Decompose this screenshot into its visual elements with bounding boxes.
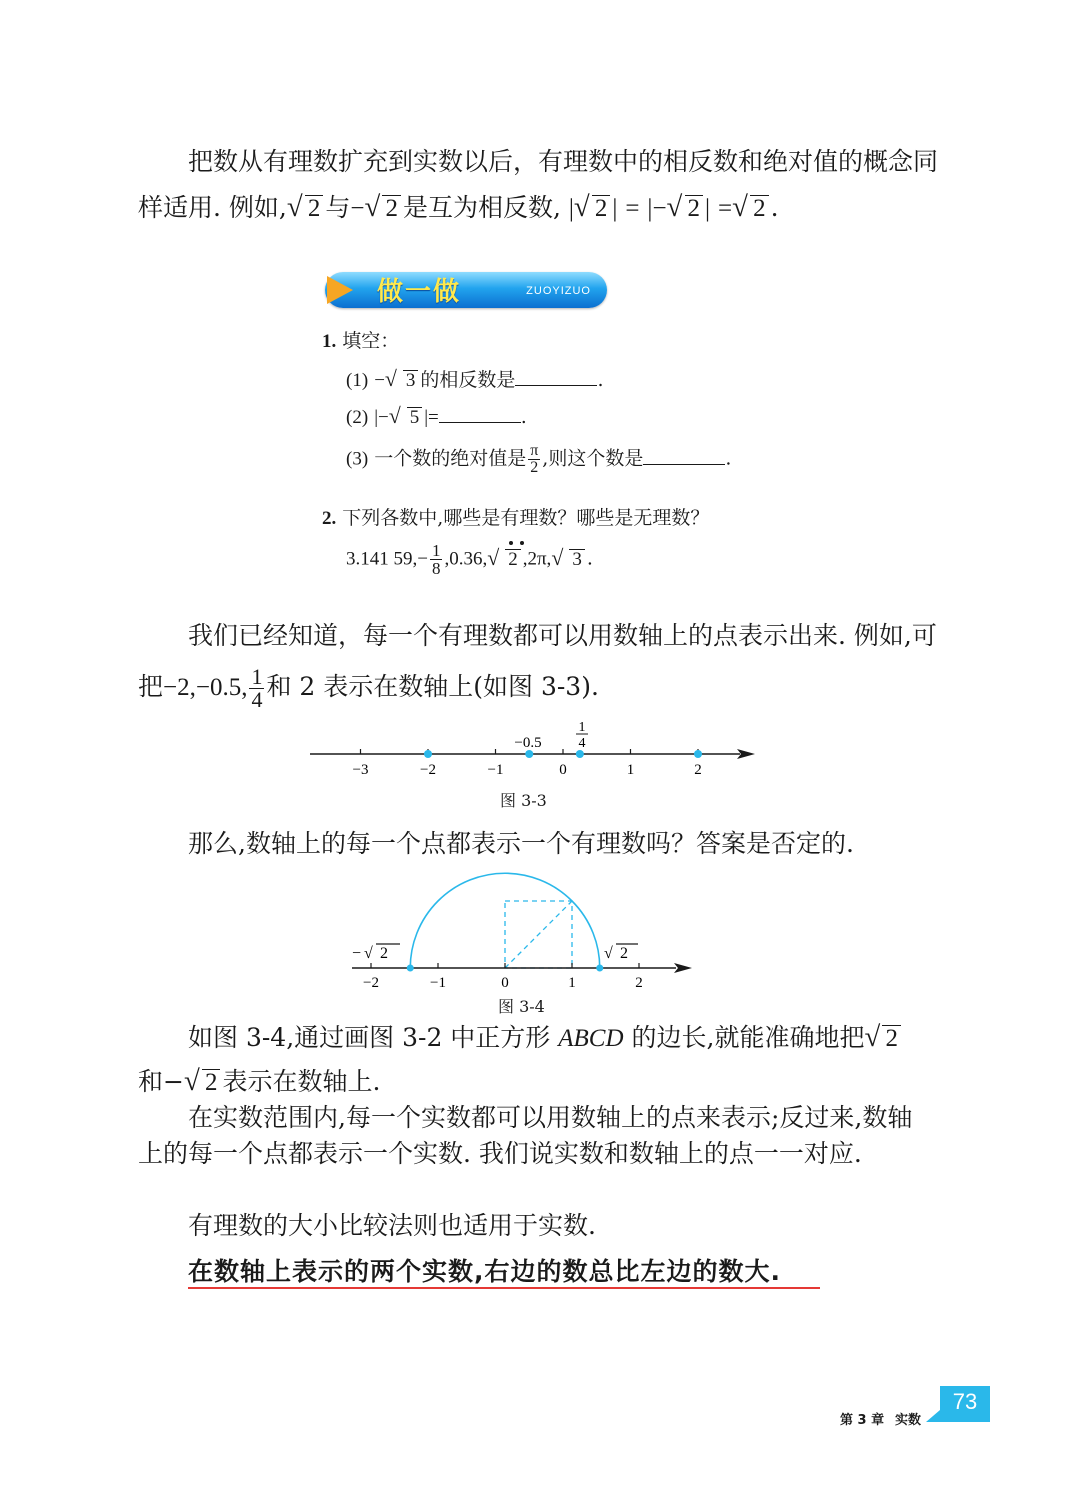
sqrt-2: √ 2 (734, 193, 769, 225)
highlight-rule: 在数轴上表示的两个实数,右边的数总比左边的数大. (188, 1257, 781, 1286)
question-number: (3) (346, 448, 369, 470)
sqrt-3: √ 3 (387, 368, 419, 394)
exercise1-q3 (346, 443, 731, 476)
label-neg-0-5: −0.5 (514, 735, 542, 751)
axis-arrow-icon (674, 963, 692, 973)
para4-line2 (138, 1066, 380, 1099)
tick-label: 0 (501, 975, 509, 991)
label-sqrt2-radical-icon: √ (604, 945, 613, 962)
tick-label: 0 (559, 762, 567, 778)
label-quarter-den: 4 (578, 736, 586, 751)
tick-label: 2 (635, 975, 643, 991)
text: 一个数的绝对值是 (374, 447, 527, 470)
minus-sign: − (417, 548, 428, 570)
plotted-point (596, 965, 603, 972)
exercise1-q2 (346, 402, 527, 431)
number-item: ,0.36, (444, 548, 488, 570)
footer-title: 实数 (895, 1413, 922, 1428)
sqrt-2: √ 2 (866, 1023, 901, 1055)
question-number: (2) (346, 407, 369, 428)
text: 与 (325, 193, 351, 222)
period: . (520, 406, 527, 428)
text: 样适用. 例如, (138, 193, 287, 222)
red-underline (188, 1287, 820, 1289)
radius-arc (410, 873, 600, 968)
period: . (725, 447, 732, 470)
exercise-number: 2. (322, 508, 337, 529)
figure-3-3-number-line (300, 716, 770, 788)
exercise1-title (322, 328, 399, 355)
minus-sign: − (378, 407, 389, 428)
exercise-number: 1. (322, 331, 337, 352)
text: 的边长,就能准确地把 (631, 1023, 865, 1052)
text: 的相反数是 (420, 369, 516, 391)
repeat-dot (509, 541, 513, 545)
answer-blank (515, 365, 597, 386)
plotted-point (407, 965, 414, 972)
label-sqrt2-radicand: 2 (620, 945, 628, 962)
text: 表示在数轴上. (222, 1067, 381, 1096)
sqrt-3: √ 3 (553, 547, 585, 573)
figure-3-3-caption: 图 3-3 (500, 791, 547, 810)
text: 下列各数中,哪些是有理数？哪些是无理数？ (342, 507, 710, 529)
text: 是互为相反数, (402, 193, 561, 222)
plotted-point (525, 750, 533, 758)
plotted-point (694, 750, 702, 758)
sqrt-2: √ 2 (489, 547, 521, 573)
plotted-point (424, 750, 432, 758)
figure-3-4-number-line (340, 866, 700, 996)
exercise1-q1 (346, 365, 603, 394)
diagonal-line (505, 901, 572, 968)
para1-line1: 把数从有理数扩充到实数以后，有理数中的相反数和绝对值的概念同 (188, 147, 939, 176)
label-quarter-num: 1 (578, 720, 586, 735)
repeating-decimal-dots (506, 540, 536, 548)
minus-sign: − (374, 370, 385, 391)
para2-line1: 我们已经知道，每一个有理数都可以用数轴上的点表示出来. 例如,可 (188, 621, 937, 650)
figure-3-4-caption: 图 3-4 (498, 997, 545, 1016)
tick-label: 1 (568, 975, 576, 991)
number-item: 3.141 59, (346, 548, 418, 570)
sqrt-2: √ 2 (669, 193, 704, 225)
para4-line1 (188, 1022, 903, 1055)
answer-blank (439, 402, 521, 423)
text: 和 2 表示在数轴上(如图 3-3). (266, 672, 599, 701)
question-number: (1) (346, 370, 369, 391)
exercise2-numbers (346, 542, 593, 577)
fraction-pi-over-2: $\frac{\pi}{2}$ (530, 442, 539, 476)
period: . (770, 193, 779, 222)
para3: 那么,数轴上的每一个点都表示一个有理数吗？答案是否定的. (188, 829, 854, 858)
tick-label: −1 (487, 762, 504, 778)
minus-sign: − (652, 195, 667, 222)
label-neg-sqrt2-minus: − (352, 945, 362, 962)
text: 把−2,−0.5, (138, 674, 248, 701)
period: . (586, 547, 593, 570)
play-arrow-icon (327, 276, 353, 304)
tick-label: −2 (420, 762, 436, 778)
minus-sign: − (350, 195, 365, 222)
exercise2-title (322, 505, 709, 532)
plotted-point (576, 750, 584, 758)
sqrt-2: √ 2 (576, 193, 611, 225)
equals-sign: = (625, 195, 640, 222)
label-neg-sqrt2-radicand: 2 (380, 945, 388, 962)
abs-bar: | (647, 195, 653, 222)
sqrt-2: √ 2 (289, 193, 324, 225)
text: 和− (138, 1067, 184, 1096)
fraction-1-8: $\frac{1}{8}$ (431, 541, 441, 578)
equals-sign: = (718, 195, 733, 222)
tick-label: −3 (352, 762, 369, 778)
para5-line2: 上的每一个点都表示一个实数. 我们说实数和数轴上的点一一对应. (138, 1139, 862, 1168)
italic-abcd: ABCD (558, 1025, 624, 1052)
footer-chapter: 第 3 章 (840, 1413, 885, 1428)
tick-label: −2 (363, 975, 379, 991)
period: . (597, 369, 604, 391)
abs-bar: | (424, 407, 429, 428)
banner-title: 做一做 (377, 277, 462, 307)
para6: 有理数的大小比较法则也适用于实数. (188, 1211, 596, 1240)
label-neg-sqrt2-radical-icon: √ (364, 945, 373, 962)
banner-subtitle: ZUOYIZUO (526, 285, 591, 297)
sqrt-2: √ 2 (186, 1067, 221, 1099)
sqrt-2: √ 2 (366, 193, 401, 225)
repeat-dot (520, 541, 524, 545)
zuoyizuo-banner (325, 272, 607, 308)
number-item: ,2π, (522, 548, 552, 570)
equals-sign: = (428, 407, 439, 428)
answer-blank (643, 444, 725, 465)
para2-line2 (138, 666, 599, 711)
text: 如图 3-4,通过画图 3-2 中正方形 (188, 1023, 551, 1052)
text: ,则这个数是 (542, 447, 644, 470)
abs-bar: | (705, 195, 711, 222)
para5-line1: 在实数范围内,每一个实数都可以用数轴上的点来表示;反过来,数轴 (188, 1103, 913, 1132)
tick-label: −1 (430, 975, 446, 991)
fraction-1-4: $\frac{1}{4}$ (251, 664, 263, 712)
abs-bar: | (374, 407, 379, 428)
page-number: 73 (952, 1389, 978, 1414)
page-number-tab (940, 1386, 990, 1422)
sqrt-5: √ 5 (391, 405, 423, 431)
text: 填空： (342, 330, 400, 352)
abs-bar: | (612, 195, 618, 222)
tick-label: 2 (694, 762, 702, 778)
tick-label: 1 (626, 762, 635, 778)
abs-bar: | (568, 195, 574, 222)
para1-line2 (138, 192, 779, 225)
